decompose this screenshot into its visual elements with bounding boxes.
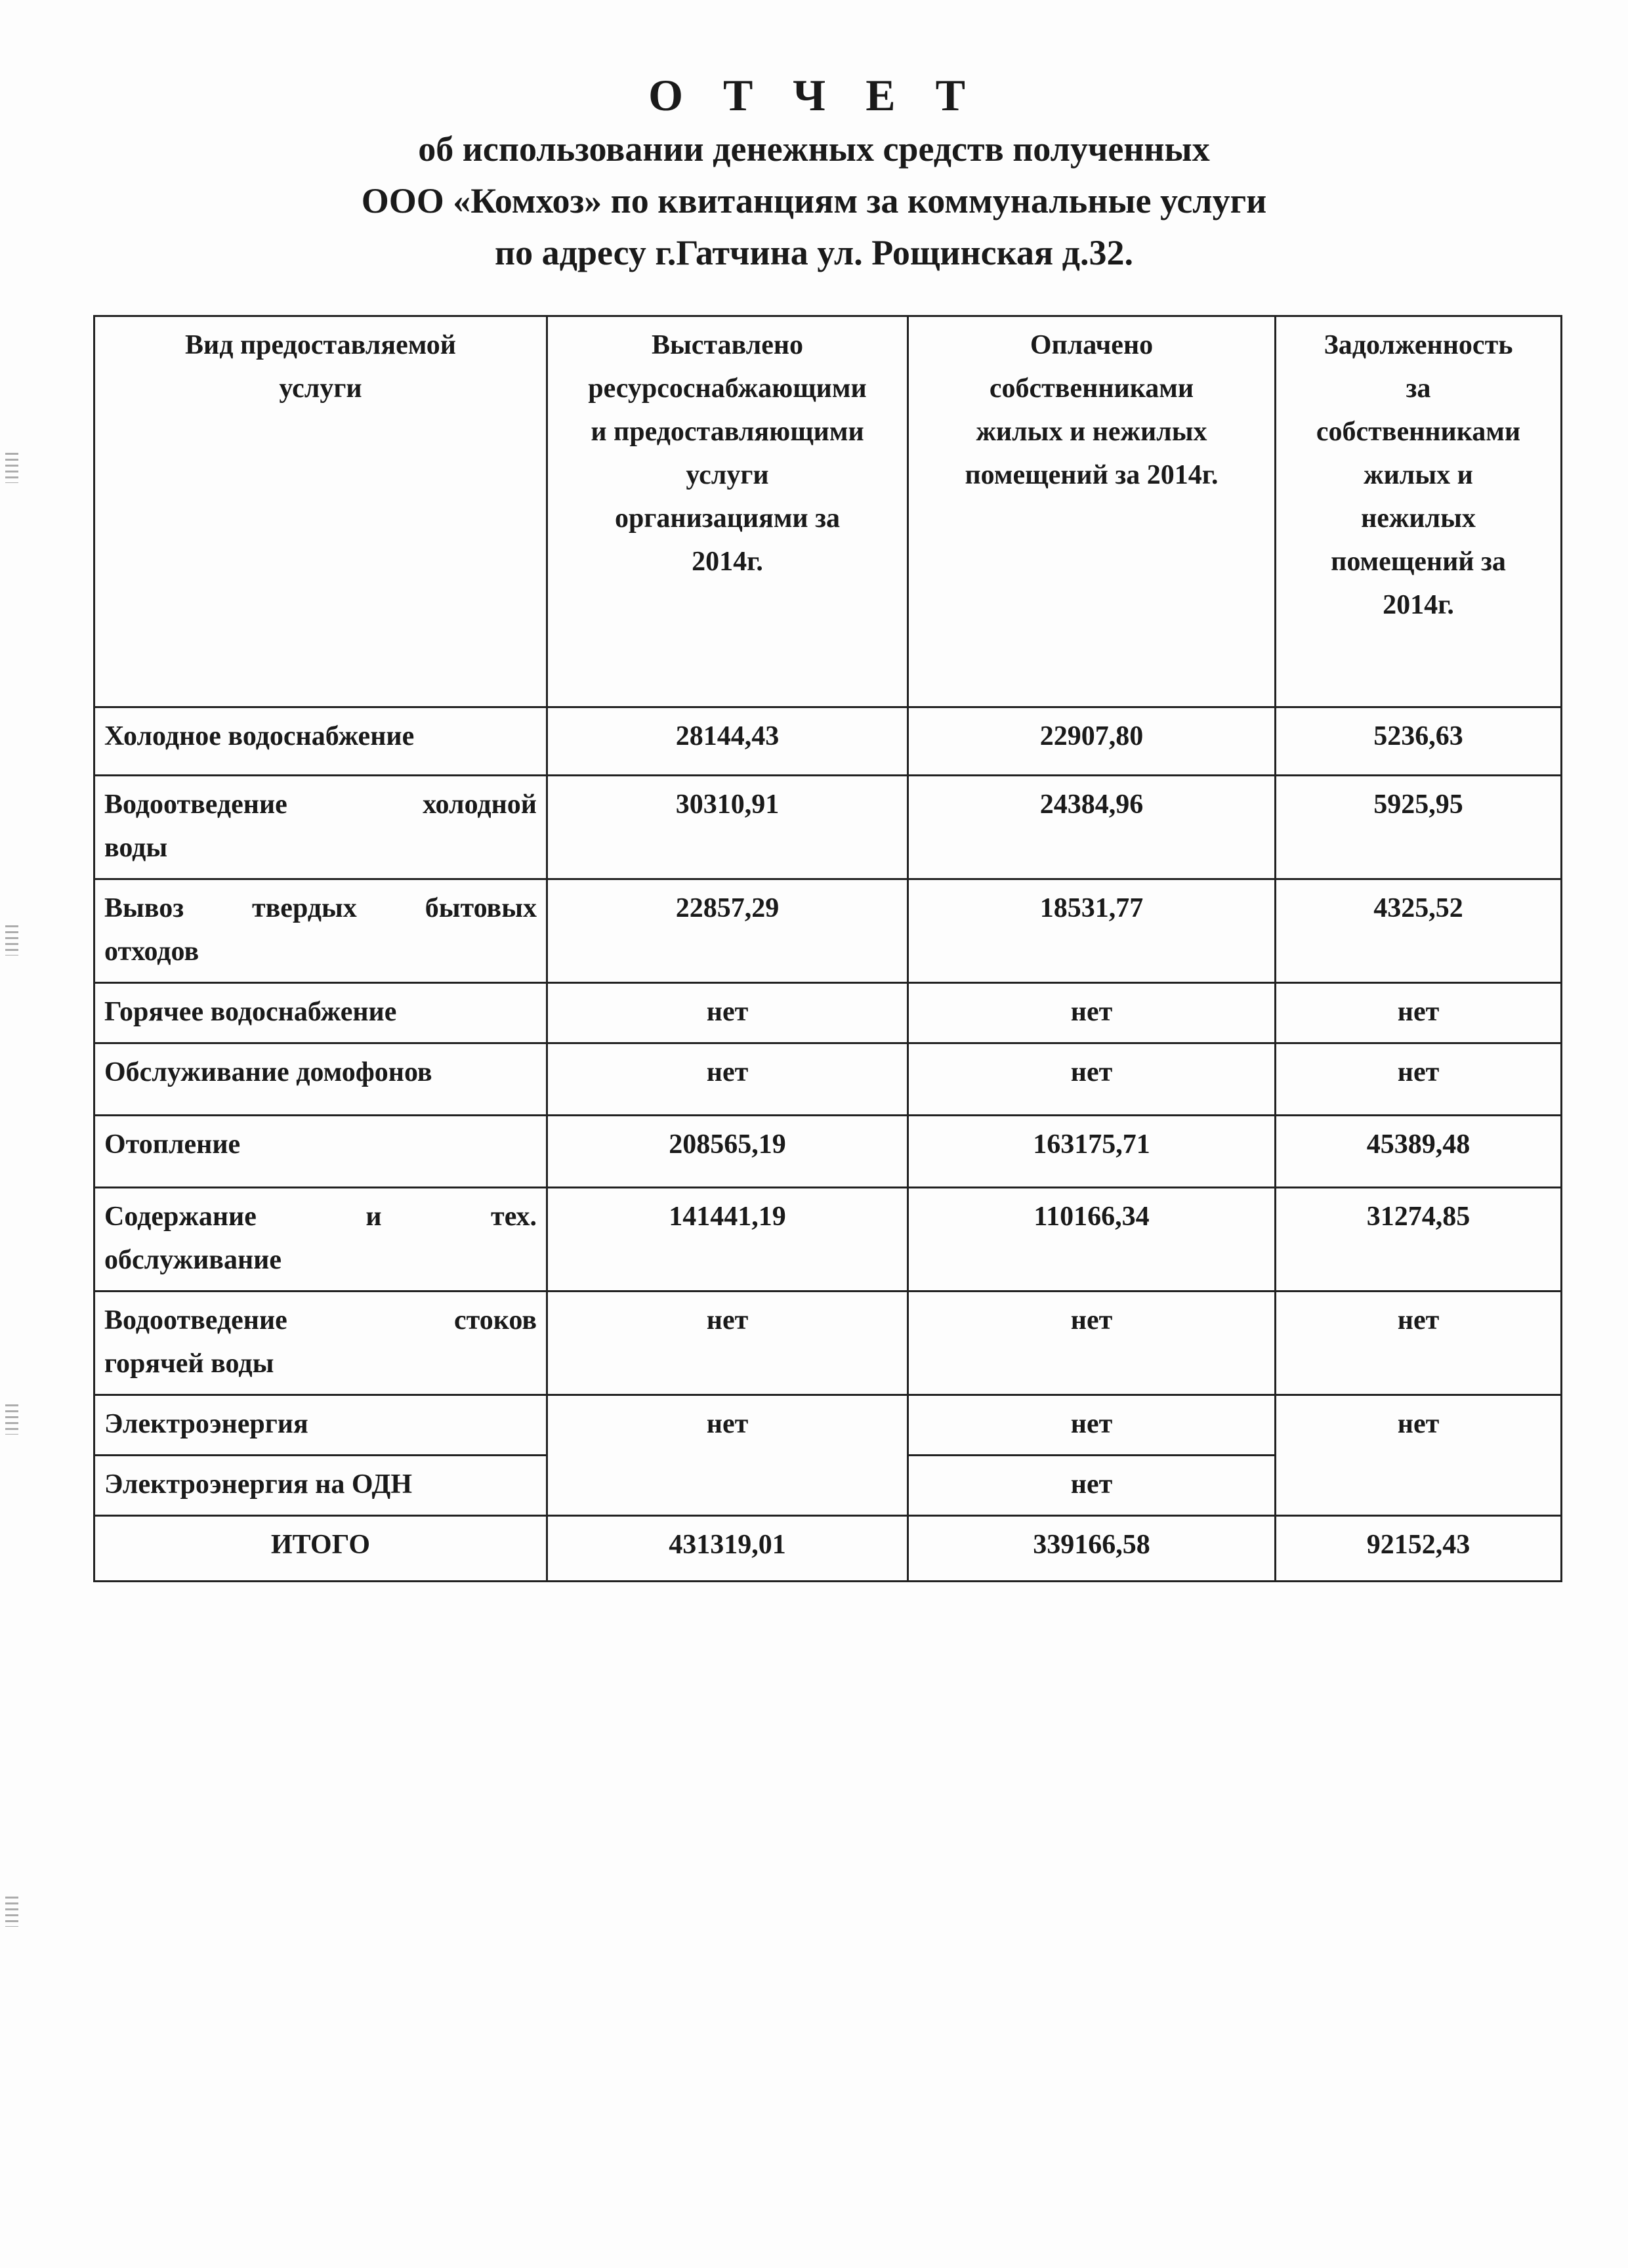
billed-cell: 22857,29 xyxy=(547,879,908,983)
table-row xyxy=(94,1292,1562,1395)
billed-cell: 141441,19 xyxy=(547,1188,908,1292)
total-paid: 339166,58 xyxy=(908,1516,1276,1582)
debt-cell: 4325,52 xyxy=(1276,879,1562,983)
table-header-row xyxy=(94,316,1562,707)
debt-cell: нет xyxy=(1276,1292,1562,1395)
total-label: ИТОГО xyxy=(94,1516,547,1582)
paid-cell: нет xyxy=(908,983,1276,1043)
paid-cell: нет xyxy=(908,1043,1276,1116)
service-cell: Водоотведение холодной воды xyxy=(94,776,547,879)
total-billed: 431319,01 xyxy=(547,1516,908,1582)
report-subtitle-line-3: по адресу г.Гатчина ул. Рощинская д.32. xyxy=(495,233,1133,272)
paid-cell: нет xyxy=(908,1292,1276,1395)
table-row xyxy=(94,776,1562,879)
header-service-type: Вид предоставляемой услуги xyxy=(94,316,547,707)
scan-speck xyxy=(5,1404,18,1435)
billed-cell: нет xyxy=(547,1395,908,1516)
debt-cell: 31274,85 xyxy=(1276,1188,1562,1292)
header-paid: Оплачено собственниками жилых и нежилых помещений за 2014г. xyxy=(908,316,1276,707)
debt-cell: 45389,48 xyxy=(1276,1116,1562,1188)
service-cell: Горячее водоснабжение xyxy=(94,983,547,1043)
report-subtitle-line-1: об использовании денежных средств полученных xyxy=(418,129,1210,169)
service-cell: Холодное водоснабжение xyxy=(94,707,547,776)
billed-cell: нет xyxy=(547,983,908,1043)
service-cell: Обслуживание домофонов xyxy=(94,1043,547,1116)
billed-cell: 30310,91 xyxy=(547,776,908,879)
report-subtitle-line-2: ООО «Комхоз» по квитанциям за коммунальные услуги xyxy=(361,181,1267,220)
service-cell: Электроэнергия на ОДН xyxy=(94,1456,547,1516)
table-row xyxy=(94,983,1562,1043)
paid-cell: 22907,80 xyxy=(908,707,1276,776)
debt-cell: 5236,63 xyxy=(1276,707,1562,776)
table-row-total xyxy=(94,1516,1562,1582)
scan-speck xyxy=(5,453,18,483)
paid-cell: 18531,77 xyxy=(908,879,1276,983)
paid-cell: нет xyxy=(908,1456,1276,1516)
table-row xyxy=(94,1188,1562,1292)
table-row-electricity xyxy=(94,1395,1562,1456)
scan-speck xyxy=(5,925,18,956)
paid-cell: нет xyxy=(908,1395,1276,1456)
report-table xyxy=(93,315,1562,1582)
billed-cell: 28144,43 xyxy=(547,707,908,776)
service-cell: Отопление xyxy=(94,1116,547,1188)
service-cell: Вывоз твердых бытовых отходов xyxy=(94,879,547,983)
billed-cell: 208565,19 xyxy=(547,1116,908,1188)
paid-cell: 24384,96 xyxy=(908,776,1276,879)
table-row xyxy=(94,707,1562,776)
table-row xyxy=(94,1043,1562,1116)
billed-cell: нет xyxy=(547,1043,908,1116)
debt-cell: нет xyxy=(1276,1395,1562,1516)
table-row xyxy=(94,879,1562,983)
service-cell: Содержание и тех. обслуживание xyxy=(94,1188,547,1292)
debt-cell: 5925,95 xyxy=(1276,776,1562,879)
header-debt: Задолженность за собственниками жилых и нежилых помещений за 2014г. xyxy=(1276,316,1562,707)
table-row xyxy=(94,1116,1562,1188)
service-cell: Водоотведение стоков горячей воды xyxy=(94,1292,547,1395)
debt-cell: нет xyxy=(1276,1043,1562,1116)
paid-cell: 110166,34 xyxy=(908,1188,1276,1292)
scan-speck xyxy=(5,1897,18,1927)
billed-cell: нет xyxy=(547,1292,908,1395)
paid-cell: 163175,71 xyxy=(908,1116,1276,1188)
total-debt: 92152,43 xyxy=(1276,1516,1562,1582)
service-cell: Электроэнергия xyxy=(94,1395,547,1456)
report-title: О Т Ч Е Т xyxy=(648,70,980,120)
header-billed: Выставлено ресурсоснабжающими и предоставляющими услуги организациями за 2014г. xyxy=(547,316,908,707)
debt-cell: нет xyxy=(1276,983,1562,1043)
